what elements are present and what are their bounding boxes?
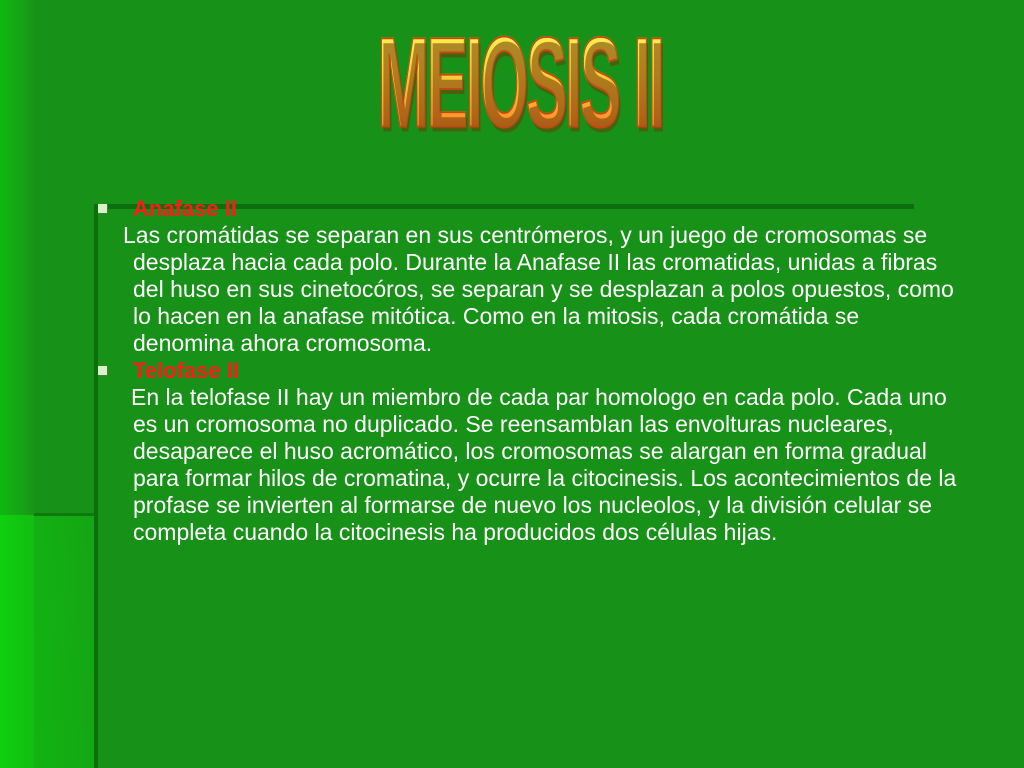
section-body: En la telofase II hay un miembro de cada par homologo en cada polo. Cada uno es un cromosoma no duplicado. Se reensamblan las envolturas nucleares, desaparece el huso acromático, los cromosomas se alargan en forma gradual para formar hilos de cromatina, y ocurre la citocinesis. Los acontecimientos de la profase se invierten al formarse de nuevo los nucleolos, y la división celular se completa cuando la citocinesis ha producidos dos células hijas. (131, 384, 957, 545)
section-heading: Anafase II (133, 196, 237, 221)
section-telofase (96, 357, 966, 546)
slide-title: MEIOSIS II (377, 11, 663, 155)
slide-title-container (360, 11, 680, 155)
section-heading: Telofase II (133, 358, 239, 383)
section-anafase (96, 195, 966, 357)
background-divider-lower (34, 513, 98, 516)
slide-content (96, 195, 966, 546)
square-bullet-icon (98, 204, 107, 213)
section-body: Las cromátidas se separan en sus centrómeros, y un juego de cromosomas se desplaza hacia cada polo. Durante la Anafase II las cromatidas, unidas a fibras del huso en sus cinetocóros, se separan y se desplazan a polos opuestos, como lo hacen en la anafase mitótica. Como en la mitosis, cada cromátida se denomina ahora cromosoma. (123, 222, 954, 356)
background-lower-block-edge (34, 515, 96, 768)
square-bullet-icon (98, 366, 107, 375)
